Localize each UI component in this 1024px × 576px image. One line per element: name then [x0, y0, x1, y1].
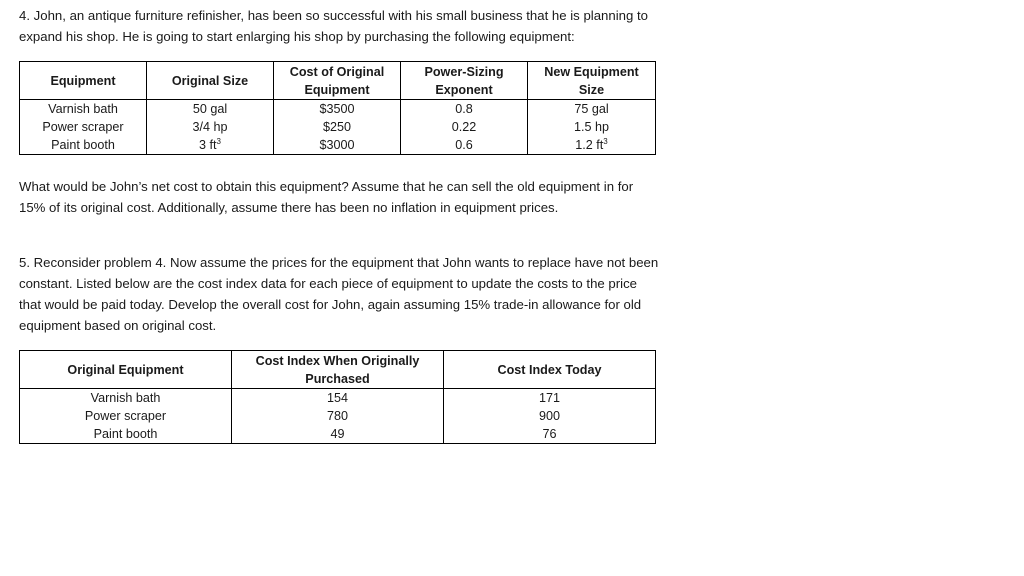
cost-index-header-row	[20, 351, 656, 389]
cell-original-equipment: Varnish bath	[20, 389, 232, 408]
problem-5-text: 5. Reconsider problem 4. Now assume the prices for the equipment that John wants to replace have not been constant. Listed below are the cost index data for each piece of equipment to update the costs to the price that would be paid today. Develop the overall cost for John, again assuming 15% trade-in allowance for old equipment based on original cost.	[19, 255, 659, 333]
cell-index-today: 171	[444, 389, 656, 408]
cell-cost: $3500	[274, 100, 401, 119]
cell-cost: $3000	[274, 136, 401, 155]
header-cost-index-original: Cost Index When Originally Purchased	[232, 351, 444, 389]
cell-index-original: 49	[232, 425, 444, 444]
table-row	[20, 100, 656, 119]
header-cost-original: Cost of Original Equipment	[274, 62, 401, 100]
header-original-equipment: Original Equipment	[20, 351, 232, 389]
cell-equipment: Power scraper	[20, 118, 147, 136]
table-row	[20, 407, 656, 425]
cell-original-size: 3/4 hp	[147, 118, 274, 136]
cell-new-size: 75 gal	[528, 100, 656, 119]
cell-index-today: 76	[444, 425, 656, 444]
cell-index-original: 780	[232, 407, 444, 425]
table-row	[20, 425, 656, 444]
cell-exponent: 0.6	[401, 136, 528, 155]
cell-original-size: 50 gal	[147, 100, 274, 119]
cell-equipment: Paint booth	[20, 136, 147, 155]
cell-cost: $250	[274, 118, 401, 136]
cell-equipment: Varnish bath	[20, 100, 147, 119]
cell-exponent: 0.22	[401, 118, 528, 136]
table-row	[20, 118, 656, 136]
header-power-sizing-exponent: Power-Sizing Exponent	[401, 62, 528, 100]
cost-index-table	[19, 350, 656, 444]
equipment-table	[19, 61, 656, 155]
table-row	[20, 136, 656, 155]
cell-exponent: 0.8	[401, 100, 528, 119]
cell-original-size: 3 $ft^3$	[147, 136, 274, 155]
cell-original-equipment: Paint booth	[20, 425, 232, 444]
cell-index-original: 154	[232, 389, 444, 408]
table-row	[20, 389, 656, 408]
problem-4-question: What would be John’s net cost to obtain this equipment? Assume that he can sell the old equipment in for 15% of its original cost. Additionally, assume there has been no inflation in equipment prices.	[19, 179, 634, 215]
equipment-table-header-row	[20, 62, 656, 100]
header-equipment: Equipment	[20, 62, 147, 100]
header-new-equipment-size: New Equipment Size	[528, 62, 656, 100]
cell-index-today: 900	[444, 407, 656, 425]
cell-new-size: 1.5 hp	[528, 118, 656, 136]
header-original-size: Original Size	[147, 62, 274, 100]
cell-new-size: 1.2 $ft^3$	[528, 136, 656, 155]
cell-original-equipment: Power scraper	[20, 407, 232, 425]
header-cost-index-today: Cost Index Today	[444, 351, 656, 389]
problem-4-intro: 4. John, an antique furniture refinisher, has been so successful with his small business that he is planning to expand his shop. He is going to start enlarging his shop by purchasing the following equipment:	[19, 8, 648, 44]
